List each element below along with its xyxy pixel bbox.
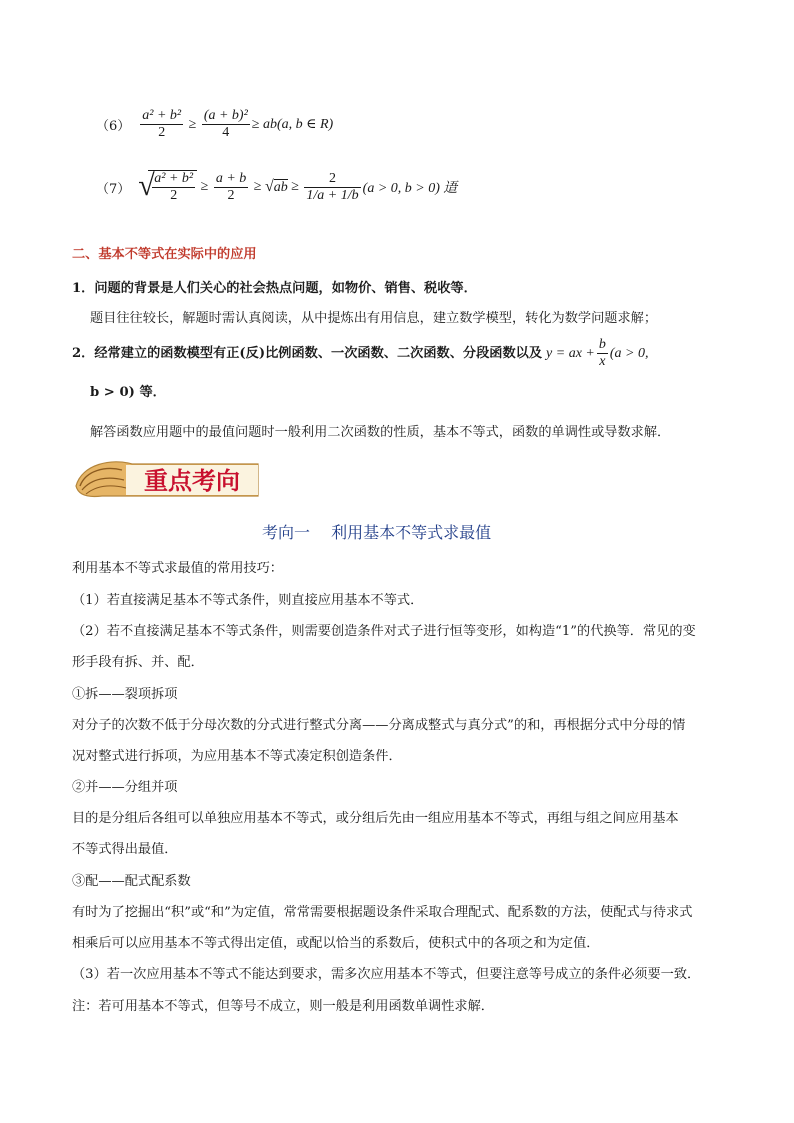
formula-7-label: （7）: [96, 181, 131, 197]
bing-title: ②并——分组并项: [72, 780, 178, 795]
formula-6: （6） $\frac{\text{a² + b²}}{2}$ ≥ $\frac{\text{(a + b)²}}{4}$ ≥ ab(a, b ∈ R): [96, 108, 334, 140]
intro-text: 利用基本不等式求最值的常用技巧：: [72, 561, 283, 576]
technique-3: （3）若一次应用基本不等式不能达到要求，需多次应用基本不等式，但要注意等号成立的条件必须要一致．: [72, 967, 701, 982]
item2-title: 2．经常建立的函数模型有正(反)比例函数、一次函数、二次函数、分段函数以及 y = ax + $\frac{b}{x}$ (a > 0,: [72, 337, 649, 369]
chai-line1: 对分子的次数不低于分母次数的分式进行整式分离——分离成整式与真分式”的和，再根据分式中分母的情: [72, 718, 686, 733]
technique-2-line1: （2）若不直接满足基本不等式条件，则需要创造条件对式子进行恒等变形，如构造“1”的代换等．常见的变: [72, 624, 696, 639]
pei-line1: 有时为了挖掘出“积”或“和”为定值，常常需要根据题设条件采取合理配式、配系数的方法，使配式与待求式: [72, 905, 693, 920]
item1-title: 1．问题的背景是人们关心的社会热点问题，如物价、销售、税收等．: [72, 281, 477, 296]
formula-6-label: （6）: [96, 119, 131, 134]
badge-key-directions: [72, 456, 262, 502]
technique-1: （1）若直接满足基本不等式条件，则直接应用基本不等式．: [72, 593, 424, 608]
item2-formula: y = ax + $\frac{b}{x}$ (a > 0,: [546, 337, 649, 369]
formula-7: （7） √ $\frac{\text{a² + b²}}{2}$ ≥ $\frac{a + b}{2}$ ≥ √ ab ≥ $\frac{2}{1/a + 1/b}$ (a > 0, b > 0) 逜: [96, 169, 458, 203]
chai-title: ①拆——裂项拆项: [72, 687, 178, 702]
kaoxiang-title: 考向一 利用基本不等式求最值: [262, 523, 492, 542]
item2-title-cont: b > 0) 等．: [90, 385, 166, 400]
formula-6-frac-b: $\frac{\text{(a + b)²}}{4}$: [203, 108, 248, 140]
formula-6-tail: ≥ ab(a, b ∈ R): [251, 117, 334, 132]
chai-line2: 况对整式进行拆项，为应用基本不等式凑定积创造条件．: [72, 749, 402, 764]
formula-7-sqrtab: ab: [273, 179, 288, 195]
bing-line2: 不等式得出最值．: [72, 842, 178, 857]
pei-line2: 相乘后可以应用基本不等式得出定值，或配以恰当的系数后，使积式中的各项之和为定值．: [72, 936, 600, 951]
section-heading: 二、基本不等式在实际中的应用: [72, 247, 257, 262]
badge-text: 重点考向: [144, 467, 240, 495]
formula-6-frac-a: $\frac{\text{a² + b²}}{2}$: [142, 108, 182, 140]
technique-2-line2: 形手段有拆、并、配．: [72, 655, 204, 670]
formula-7-mean: $\frac{a + b}{2}$: [215, 170, 247, 203]
pei-title: ③配——配式配系数: [72, 874, 191, 889]
bing-line1: 目的是分组后各组可以单独应用基本不等式，或分组后先由一组应用基本不等式，再组与组之间应用基本: [72, 811, 679, 826]
formula-7-tail: (a > 0, b > 0) 逜: [362, 181, 458, 196]
item2-body: 解答函数应用题中的最值问题时一般利用二次函数的性质，基本不等式，函数的单调性或导数求解．: [90, 425, 671, 440]
item1-body: 题目往往较长，解题时需认真阅读，从中提炼出有用信息，建立数学模型，转化为数学问题求解；: [90, 311, 658, 326]
formula-7-sqrt: √ $\frac{\text{a² + b²}}{2}$: [138, 170, 197, 204]
note: 注：若可用基本不等式，但等号不成立，则一般是利用函数单调性求解．: [72, 999, 494, 1014]
formula-7-harmonic: $\frac{2}{1/a + 1/b}$: [306, 170, 359, 203]
